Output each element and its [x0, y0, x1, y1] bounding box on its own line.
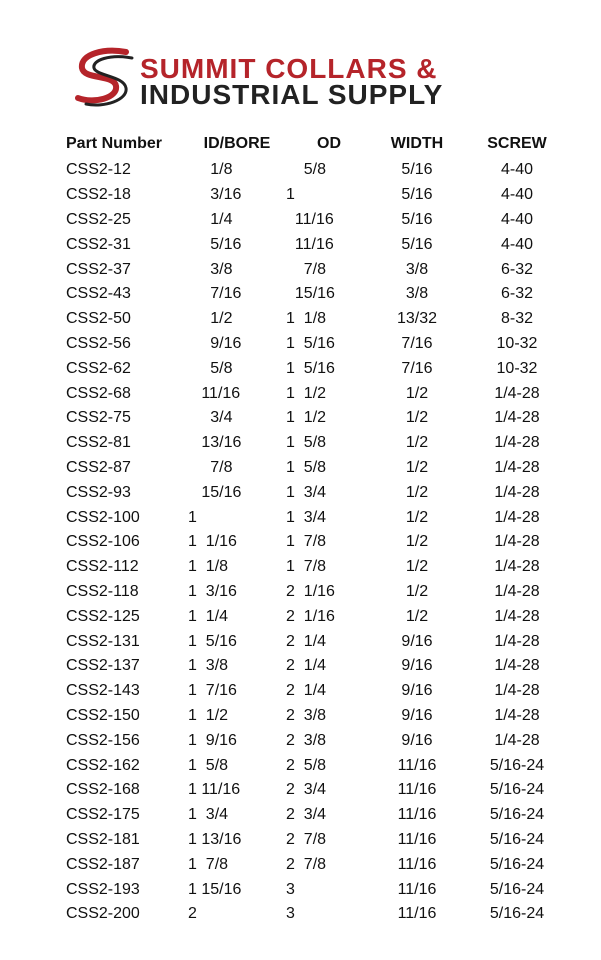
cell-width: 1/2 [405, 533, 429, 551]
cell-od: 15/16 [286, 285, 335, 303]
cell-part-number: CSS2-162 [66, 756, 140, 774]
cell-part-number: CSS2-131 [66, 632, 140, 650]
cell-screw: 5/16-24 [489, 830, 545, 848]
cell-part-number: CSS2-12 [66, 161, 131, 179]
cell-screw: 1/4-28 [494, 731, 540, 749]
table-row [66, 629, 572, 654]
cell-width: 1/2 [405, 384, 429, 402]
cell-id-bore: 1 1/16 [188, 533, 237, 551]
table-row [66, 828, 572, 853]
cell-width: 11/16 [397, 781, 437, 799]
cell-od: 2 1/4 [286, 657, 327, 675]
table-row [66, 282, 572, 307]
cell-part-number: CSS2-125 [66, 607, 140, 625]
cell-id-bore: 9/16 [188, 334, 242, 352]
cell-id-bore: 1 9/16 [188, 731, 237, 749]
table-row [66, 208, 572, 233]
cell-width: 1/2 [405, 508, 429, 526]
cell-part-number: CSS2-137 [66, 657, 140, 675]
cell-part-number: CSS2-175 [66, 806, 140, 824]
table-row [66, 604, 572, 629]
cell-screw: 4-40 [500, 235, 534, 253]
cell-width: 3/8 [405, 260, 429, 278]
table-row [66, 232, 572, 257]
table-row [66, 356, 572, 381]
table-row [66, 852, 572, 877]
cell-width: 9/16 [401, 682, 433, 700]
cell-id-bore: 3/8 [188, 260, 233, 278]
cell-id-bore: 5/8 [188, 359, 233, 377]
table-row [66, 332, 572, 357]
cell-screw: 5/16-24 [489, 880, 545, 898]
cell-id-bore: 1 5/16 [188, 632, 237, 650]
header-od: OD [317, 135, 341, 152]
cell-screw: 1/4-28 [494, 682, 540, 700]
cell-part-number: CSS2-31 [66, 235, 131, 253]
cell-od: 2 5/8 [286, 756, 327, 774]
cell-od: 2 3/4 [286, 781, 327, 799]
cell-part-number: CSS2-68 [66, 384, 131, 402]
cell-part-number: CSS2-187 [66, 855, 140, 873]
cell-part-number: CSS2-37 [66, 260, 131, 278]
cell-od: 1 1/2 [286, 409, 327, 427]
table-row [66, 803, 572, 828]
table-row [66, 555, 572, 580]
cell-part-number: CSS2-81 [66, 434, 131, 452]
cell-screw: 1/4-28 [494, 483, 540, 501]
cell-width: 11/16 [397, 905, 437, 923]
cell-id-bore: 1 3/16 [188, 582, 237, 600]
cell-screw: 1/4-28 [494, 558, 540, 576]
table-row [66, 158, 572, 183]
table-row [66, 257, 572, 282]
cell-width: 11/16 [397, 830, 437, 848]
cell-part-number: CSS2-193 [66, 880, 140, 898]
cell-part-number: CSS2-106 [66, 533, 140, 551]
table-row [66, 704, 572, 729]
cell-id-bore: 1 3/4 [188, 806, 229, 824]
header-part-number: Part Number [66, 135, 163, 152]
cell-part-number: CSS2-87 [66, 458, 131, 476]
cell-part-number: CSS2-18 [66, 186, 131, 204]
cell-od: 1 3/4 [286, 508, 327, 526]
table-row [66, 654, 572, 679]
cell-screw: 6-32 [500, 260, 534, 278]
cell-width: 3/8 [405, 285, 429, 303]
cell-od: 2 3/8 [286, 706, 327, 724]
cell-width: 7/16 [401, 334, 433, 352]
cell-width: 11/16 [397, 855, 437, 873]
table-row [66, 877, 572, 902]
cell-od: 1 3/4 [286, 483, 327, 501]
cell-part-number: CSS2-62 [66, 359, 131, 377]
cell-part-number: CSS2-118 [66, 582, 139, 600]
cell-od: 1 5/16 [286, 359, 335, 377]
table-header-row [66, 130, 572, 158]
cell-id-bore: 1 13/16 [188, 830, 242, 848]
cell-part-number: CSS2-43 [66, 285, 131, 303]
cell-id-bore: 1 3/8 [188, 657, 229, 675]
cell-width: 5/16 [401, 186, 433, 204]
cell-part-number: CSS2-112 [66, 558, 139, 576]
cell-id-bore: 1 5/8 [188, 756, 229, 774]
cell-id-bore: 1/4 [188, 210, 233, 228]
cell-width: 9/16 [401, 657, 433, 675]
cell-width: 1/2 [405, 582, 429, 600]
cell-width: 9/16 [401, 731, 433, 749]
cell-part-number: CSS2-56 [66, 334, 131, 352]
cell-width: 1/2 [405, 558, 429, 576]
cell-id-bore: 1 [188, 508, 197, 526]
cell-id-bore: 1/2 [188, 310, 233, 328]
cell-screw: 4-40 [500, 161, 534, 179]
cell-screw: 1/4-28 [494, 434, 540, 452]
cell-id-bore: 7/16 [188, 285, 242, 303]
cell-screw: 5/16-24 [489, 756, 545, 774]
cell-screw: 5/16-24 [489, 781, 545, 799]
table-row [66, 778, 572, 803]
cell-screw: 5/16-24 [489, 905, 545, 923]
table-row [66, 381, 572, 406]
cell-id-bore: 13/16 [188, 434, 242, 452]
cell-od: 1 7/8 [286, 558, 327, 576]
table-row [66, 728, 572, 753]
table-row [66, 183, 572, 208]
cell-width: 5/16 [401, 210, 433, 228]
cell-id-bore: 7/8 [188, 458, 233, 476]
cell-id-bore: 1 7/8 [188, 855, 229, 873]
cell-od: 2 3/4 [286, 806, 327, 824]
cell-od: 2 7/8 [286, 830, 327, 848]
cell-width: 11/16 [397, 806, 437, 824]
brand-line-1: SUMMIT COLLARS & [140, 53, 438, 84]
table-row [66, 456, 572, 481]
cell-od: 11/16 [286, 235, 334, 253]
cell-od: 3 [286, 905, 295, 923]
header-screw: SCREW [487, 135, 547, 152]
cell-od: 1 [286, 186, 295, 204]
table-row [66, 480, 572, 505]
table-row [66, 902, 572, 927]
cell-width: 11/16 [397, 880, 437, 898]
table-row [66, 505, 572, 530]
cell-id-bore: 3/16 [188, 186, 242, 204]
cell-screw: 1/4-28 [494, 582, 540, 600]
parts-table-body [66, 158, 572, 927]
cell-screw: 1/4-28 [494, 533, 540, 551]
cell-od: 1 1/8 [286, 310, 327, 328]
table-row [66, 580, 572, 605]
cell-screw: 4-40 [500, 210, 534, 228]
cell-width: 9/16 [401, 706, 433, 724]
table-row [66, 406, 572, 431]
cell-id-bore: 1 11/16 [188, 781, 241, 799]
cell-od: 2 1/16 [286, 607, 335, 625]
cell-od: 1 5/16 [286, 334, 335, 352]
cell-screw: 1/4-28 [494, 458, 540, 476]
cell-part-number: CSS2-150 [66, 706, 140, 724]
parts-table [66, 130, 572, 927]
table-row [66, 431, 572, 456]
cell-od: 2 3/8 [286, 731, 327, 749]
header-width: WIDTH [390, 135, 444, 152]
cell-od: 3 [286, 880, 295, 898]
cell-width: 1/2 [405, 607, 429, 625]
cell-width: 11/16 [397, 756, 437, 774]
cell-od: 1 5/8 [286, 434, 327, 452]
cell-od: 11/16 [286, 210, 334, 228]
cell-width: 1/2 [405, 434, 429, 452]
cell-id-bore: 11/16 [188, 384, 241, 402]
cell-id-bore: 2 [188, 905, 197, 923]
cell-screw: 1/4-28 [494, 657, 540, 675]
cell-width: 7/16 [401, 359, 433, 377]
cell-od: 1 5/8 [286, 458, 327, 476]
cell-width: 1/2 [405, 483, 429, 501]
cell-id-bore: 15/16 [188, 483, 242, 501]
cell-width: 1/2 [405, 409, 429, 427]
cell-part-number: CSS2-143 [66, 682, 140, 700]
cell-screw: 5/16-24 [489, 855, 545, 873]
cell-id-bore: 1/8 [188, 161, 233, 179]
cell-screw: 1/4-28 [494, 706, 540, 724]
cell-width: 5/16 [401, 235, 433, 253]
cell-screw: 5/16-24 [489, 806, 545, 824]
cell-screw: 1/4-28 [494, 384, 540, 402]
cell-od: 2 1/4 [286, 632, 327, 650]
cell-id-bore: 3/4 [188, 409, 233, 427]
table-row [66, 753, 572, 778]
table-row [66, 307, 572, 332]
cell-part-number: CSS2-200 [66, 905, 140, 923]
cell-id-bore: 1 15/16 [188, 880, 242, 898]
cell-od: 2 7/8 [286, 855, 327, 873]
cell-part-number: CSS2-156 [66, 731, 140, 749]
brand-line-2: INDUSTRIAL SUPPLY [140, 79, 444, 110]
cell-id-bore: 1 1/4 [188, 607, 229, 625]
cell-screw: 1/4-28 [494, 632, 540, 650]
cell-screw: 1/4-28 [494, 409, 540, 427]
header-id-bore: ID/BORE [203, 135, 271, 152]
cell-screw: 6-32 [500, 285, 534, 303]
cell-part-number: CSS2-168 [66, 781, 140, 799]
cell-part-number: CSS2-50 [66, 310, 131, 328]
cell-od: 2 1/4 [286, 682, 327, 700]
cell-width: 5/16 [401, 161, 433, 179]
cell-screw: 1/4-28 [494, 607, 540, 625]
cell-od: 2 1/16 [286, 582, 335, 600]
cell-part-number: CSS2-25 [66, 210, 131, 228]
cell-screw: 4-40 [500, 186, 534, 204]
cell-width: 13/32 [396, 310, 438, 328]
cell-part-number: CSS2-93 [66, 483, 131, 501]
cell-part-number: CSS2-75 [66, 409, 131, 427]
cell-id-bore: 1 1/2 [188, 706, 229, 724]
cell-width: 1/2 [405, 458, 429, 476]
table-row [66, 530, 572, 555]
cell-od: 1 1/2 [286, 384, 327, 402]
cell-od: 5/8 [286, 161, 327, 179]
cell-part-number: CSS2-181 [66, 830, 140, 848]
cell-od: 1 7/8 [286, 533, 327, 551]
cell-od: 7/8 [286, 260, 327, 278]
cell-screw: 8-32 [500, 310, 534, 328]
cell-id-bore: 5/16 [188, 235, 242, 253]
cell-part-number: CSS2-100 [66, 508, 140, 526]
cell-screw: 1/4-28 [494, 508, 540, 526]
cell-screw: 10-32 [496, 359, 538, 377]
table-row [66, 679, 572, 704]
swoosh-s-logo-icon [74, 46, 140, 108]
company-logo [70, 40, 540, 110]
cell-width: 9/16 [401, 632, 433, 650]
cell-screw: 10-32 [496, 334, 538, 352]
cell-id-bore: 1 7/16 [188, 682, 237, 700]
cell-id-bore: 1 1/8 [188, 558, 229, 576]
